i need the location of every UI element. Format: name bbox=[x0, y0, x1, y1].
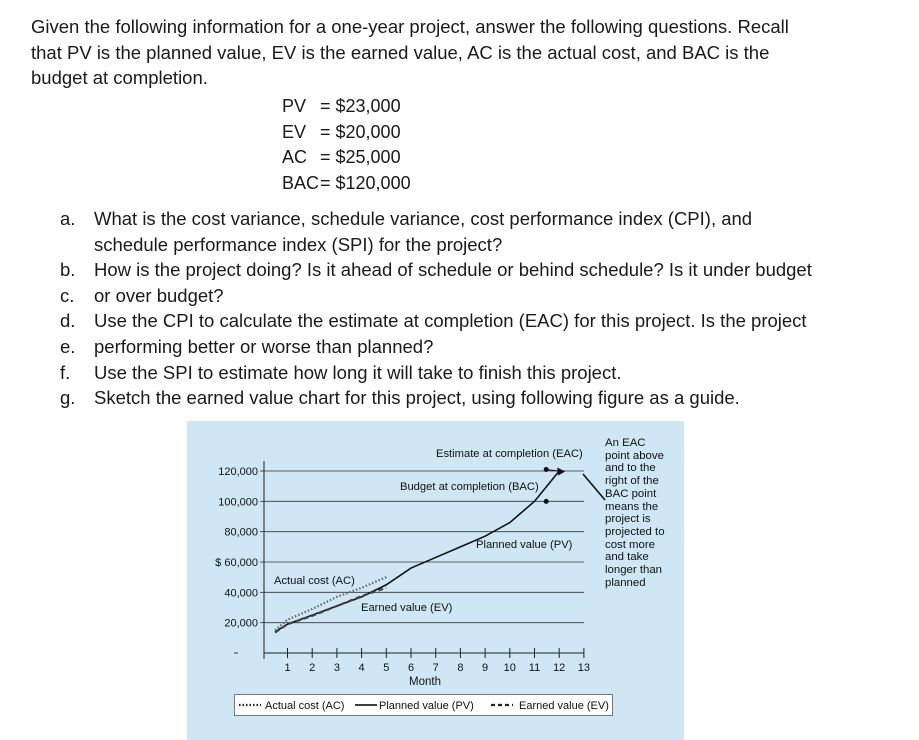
question-item bbox=[60, 360, 890, 386]
eac-label: Estimate at completion (EAC) bbox=[436, 448, 583, 460]
given-label: PV bbox=[282, 96, 307, 116]
given-value: = $23,000 bbox=[320, 96, 401, 116]
eac-annotation bbox=[605, 437, 685, 589]
question-text: performing better or worse than planned? bbox=[94, 335, 434, 357]
x-tick-label: 12 bbox=[553, 662, 566, 674]
x-tick-label: 6 bbox=[407, 662, 415, 674]
question-item bbox=[60, 385, 890, 411]
intro-line: Given the following information for a one-year project, answer the following questions. Recall bbox=[31, 16, 789, 37]
question-letter: c. bbox=[60, 284, 75, 306]
question-text: Sketch the earned value chart for this project, using following figure as a guide. bbox=[94, 387, 740, 409]
x-tick-label: 4 bbox=[358, 662, 365, 674]
given-value: = $20,000 bbox=[320, 121, 401, 142]
eac-note-line: and to the bbox=[605, 462, 656, 475]
given-label: AC bbox=[282, 147, 308, 167]
x-tick-label: 10 bbox=[503, 662, 516, 674]
x-tick-label: 7 bbox=[432, 662, 439, 674]
legend-label: Actual cost (AC) bbox=[265, 700, 345, 712]
eac-note-line: right of the bbox=[605, 475, 659, 488]
bac-label: Budget at completion (BAC) bbox=[400, 481, 539, 493]
eac-note-line: and take bbox=[605, 551, 649, 564]
question-text: schedule performance index (SPI) for the project? bbox=[94, 233, 503, 255]
chart-legend bbox=[234, 694, 613, 716]
given-label: BAC bbox=[282, 172, 320, 193]
question-letter bbox=[60, 232, 94, 258]
x-tick-label: 1 bbox=[284, 662, 291, 674]
y-tick-label: $ 60,000 bbox=[215, 557, 258, 569]
question-text: How is the project doing? Is it ahead of schedule or behind schedule? Is it under budget bbox=[94, 259, 812, 281]
question-letter: b. bbox=[60, 259, 76, 281]
eac-note-line: planned bbox=[605, 576, 646, 589]
question-letter: a. bbox=[60, 208, 76, 229]
question-text: Use the SPI to estimate how long it will take to finish this project. bbox=[94, 361, 622, 383]
eac-note-line: cost more bbox=[605, 538, 656, 551]
x-tick-label: 3 bbox=[333, 662, 340, 674]
y-tick-label: 20,000 bbox=[224, 617, 258, 630]
note-arrow bbox=[583, 474, 605, 500]
question-item bbox=[60, 232, 890, 258]
x-axis-label: Month bbox=[409, 676, 441, 688]
eac-note-line: point above bbox=[605, 449, 664, 462]
eac-note-line: means the bbox=[605, 500, 659, 513]
ev-label: Earned value (EV) bbox=[361, 602, 453, 614]
question-text: Use the CPI to calculate the estimate at completion (EAC) for this project. Is the project bbox=[94, 310, 807, 332]
given-ev bbox=[282, 120, 411, 146]
question-item bbox=[60, 283, 890, 309]
y-tick-label: 120,000 bbox=[218, 466, 258, 478]
question-text: or over budget? bbox=[94, 284, 224, 306]
eac-note-line: projected to bbox=[605, 525, 665, 538]
question-letter: f. bbox=[60, 361, 71, 383]
given-pv bbox=[282, 94, 411, 120]
given-value: = $25,000 bbox=[320, 147, 401, 167]
question-letter: d. bbox=[60, 310, 76, 332]
question-item bbox=[60, 206, 890, 232]
x-tick-label: 8 bbox=[457, 662, 464, 674]
x-tick-label: 13 bbox=[577, 662, 591, 674]
bac-point bbox=[544, 499, 549, 504]
intro-line: that PV is the planned value, EV is the earned value, AC is the actual cost, and BAC is the bbox=[31, 41, 770, 63]
eac-note-line: longer than bbox=[605, 564, 662, 577]
eac-arrowhead bbox=[557, 468, 565, 476]
eac-note-line: An EAC bbox=[605, 437, 646, 449]
question-list bbox=[60, 206, 890, 411]
question-item bbox=[60, 308, 890, 334]
question-text: What is the cost variance, schedule variance, cost performance index (CPI), and bbox=[94, 208, 753, 229]
x-tick-label: 5 bbox=[383, 662, 390, 674]
given-values bbox=[282, 94, 411, 196]
given-value: = $120,000 bbox=[320, 172, 411, 193]
ac-label: Actual cost (AC) bbox=[274, 575, 355, 587]
question-letter: e. bbox=[60, 335, 76, 357]
question-item bbox=[60, 257, 890, 283]
legend-label: Earned value (EV) bbox=[519, 700, 609, 712]
legend-graphic bbox=[235, 695, 612, 715]
intro-paragraph bbox=[31, 14, 891, 91]
pv-label: Planned value (PV) bbox=[476, 539, 573, 551]
given-label: EV bbox=[282, 121, 307, 142]
y-tick-label: 40,000 bbox=[224, 587, 258, 600]
x-tick-label: 2 bbox=[309, 662, 316, 674]
y-tick-label: 80,000 bbox=[224, 526, 258, 539]
x-tick-label: 9 bbox=[482, 662, 489, 674]
eac-note-line: BAC point bbox=[605, 487, 657, 500]
question-item bbox=[60, 334, 890, 360]
legend-label: Planned value (PV) bbox=[379, 700, 474, 712]
question-letter: g. bbox=[60, 387, 76, 409]
x-tick-label: 11 bbox=[528, 662, 541, 674]
eac-point bbox=[544, 467, 549, 472]
given-bac bbox=[282, 171, 411, 197]
eac-note-line: project is bbox=[605, 513, 651, 526]
intro-line: budget at completion. bbox=[31, 67, 208, 88]
given-ac bbox=[282, 145, 411, 171]
y-tick-label: 100,000 bbox=[218, 496, 258, 509]
